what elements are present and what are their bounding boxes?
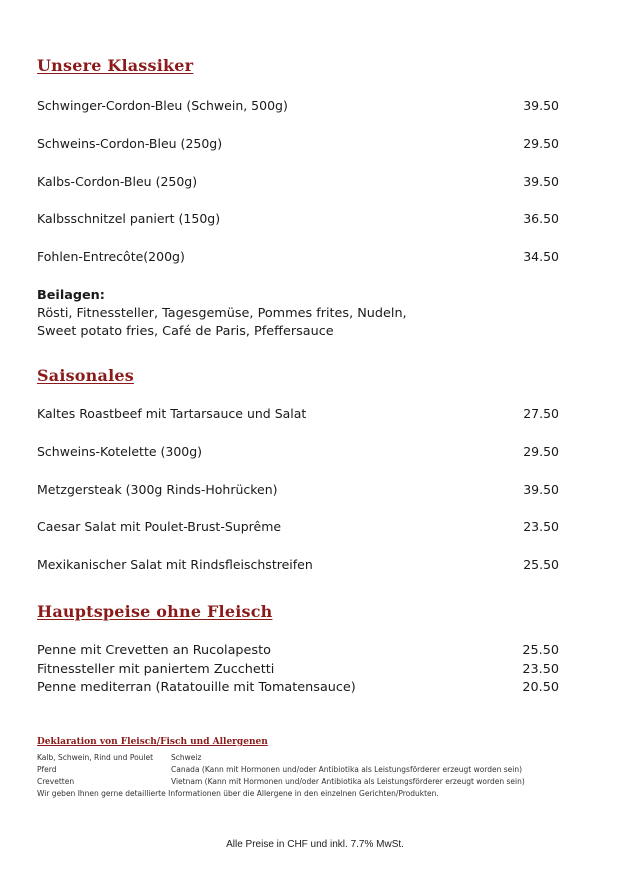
menu-item-name: Schweins-Cordon-Bleu (250g) (37, 136, 223, 151)
declaration-note: Wir geben Ihnen gerne detaillierte Informationen über die Allergene in den einzelnen Gerichten/Produkten. (37, 789, 439, 798)
menu-item (37, 680, 559, 698)
menu-item-price: 25.50 (522, 643, 559, 658)
menu-item-price: 29.50 (523, 444, 559, 459)
menu-item-name: Caesar Salat mit Poulet-Brust-Suprême (37, 519, 282, 534)
section-heading-ohne-fleisch: Hauptspeise ohne Fleisch (37, 602, 273, 621)
menu-item-name: Fitnessteller mit paniertem Zucchetti (37, 662, 275, 677)
declaration-title: Deklaration von Fleisch/Fisch und Allergenen (37, 737, 268, 747)
menu-item (37, 136, 559, 154)
menu-item-name: Penne mediterran (Ratatouille mit Tomatensauce) (37, 680, 356, 695)
declaration-item: Crevetten (37, 777, 75, 786)
section-heading-klassiker: Unsere Klassiker (37, 56, 194, 75)
menu-item (37, 98, 559, 116)
menu-item (37, 174, 559, 192)
menu-item-price: 20.50 (522, 680, 559, 695)
menu-item-price: 36.50 (523, 211, 559, 226)
menu-item (37, 406, 559, 424)
declaration-origin: Vietnam (Kann mit Hormonen und/oder Antibiotika als Leistungsförderer erzeugt worden sein) (171, 777, 525, 786)
menu-item (37, 662, 559, 680)
menu-item-name: Penne mit Crevetten an Rucolapesto (37, 643, 271, 658)
menu-item (37, 444, 559, 462)
menu-item (37, 211, 559, 229)
menu-item (37, 249, 559, 267)
menu-item-name: Mexikanischer Salat mit Rindsfleischstreifen (37, 557, 313, 572)
declaration-item: Kalb, Schwein, Rind und Poulet (37, 753, 154, 762)
menu-item-name: Fohlen-Entrecôte(200g) (37, 249, 185, 264)
menu-item-name: Kaltes Roastbeef mit Tartarsauce und Salat (37, 406, 307, 421)
menu-item-name: Metzgersteak (300g Rinds-Hohrücken) (37, 482, 278, 497)
price-footer: Alle Preise in CHF und inkl. 7.7% MwSt. (226, 839, 404, 850)
menu-item-price: 23.50 (523, 519, 559, 534)
menu-item-price: 27.50 (523, 406, 559, 421)
beilagen-block (37, 287, 407, 341)
beilagen-line: Sweet potato fries, Café de Paris, Pfeffersauce (37, 324, 334, 339)
menu-item-name: Schwinger-Cordon-Bleu (Schwein, 500g) (37, 98, 288, 113)
declaration-origin: Canada (Kann mit Hormonen und/oder Antibiotika als Leistungsförderer erzeugt worden sein) (171, 765, 523, 774)
menu-item (37, 643, 559, 661)
menu-item (37, 519, 559, 537)
declaration-item: Pferd (37, 765, 57, 774)
menu-item-price: 25.50 (523, 557, 559, 572)
menu-item (37, 557, 559, 575)
declaration-origin: Schweiz (171, 753, 202, 762)
menu-item-price: 39.50 (523, 174, 559, 189)
menu-item-price: 34.50 (523, 249, 559, 264)
menu-item-name: Kalbsschnitzel paniert (150g) (37, 211, 221, 226)
section-heading-saisonales: Saisonales (37, 366, 134, 385)
beilagen-line: Rösti, Fitnessteller, Tagesgemüse, Pommes frites, Nudeln, (37, 306, 407, 321)
menu-item-name: Schweins-Kotelette (300g) (37, 444, 203, 459)
menu-item-price: 39.50 (523, 482, 559, 497)
menu-item-price: 23.50 (522, 662, 559, 677)
menu-item-price: 29.50 (523, 136, 559, 151)
menu-item-price: 39.50 (523, 98, 559, 113)
menu-item (37, 482, 559, 500)
beilagen-title: Beilagen: (37, 288, 105, 303)
menu-item-name: Kalbs-Cordon-Bleu (250g) (37, 174, 198, 189)
